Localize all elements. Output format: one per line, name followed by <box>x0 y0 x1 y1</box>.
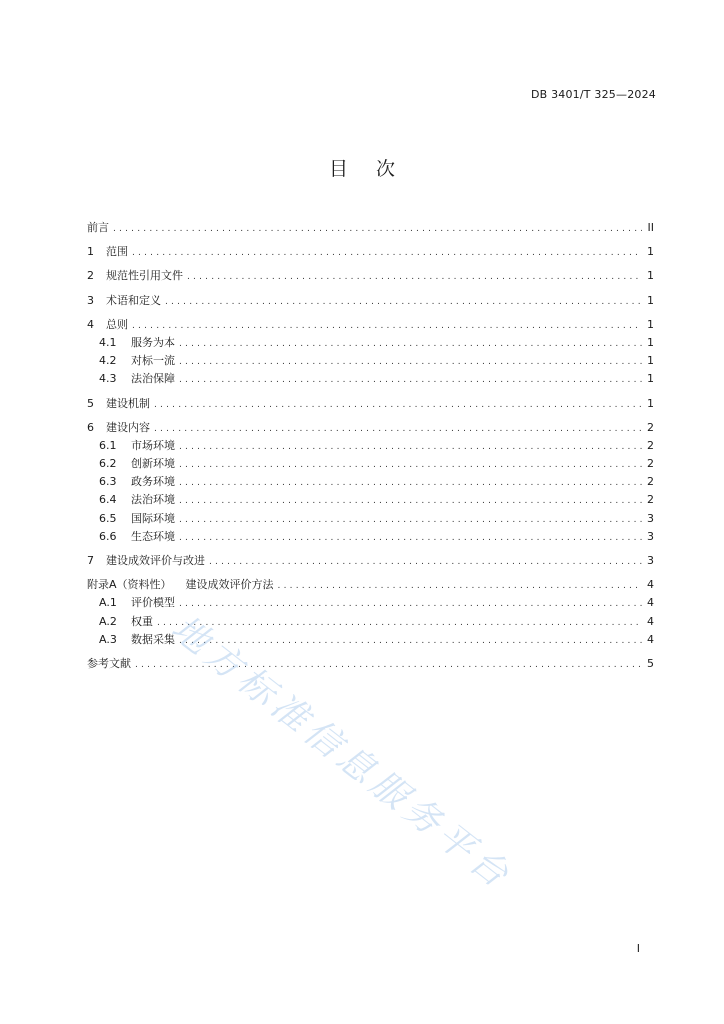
toc-page-number: 1 <box>647 372 654 386</box>
toc-page-number: 1 <box>647 354 654 368</box>
dot-leader <box>179 599 642 609</box>
dot-leader <box>187 272 642 282</box>
toc-entry-4-2[interactable] <box>87 352 654 370</box>
dot-leader <box>132 321 642 331</box>
dot-leader <box>179 515 642 525</box>
dot-leader <box>154 400 642 410</box>
toc-entry-6-4[interactable] <box>87 491 654 509</box>
toc-entry-text: 法治环境 <box>131 493 175 507</box>
page-number: I <box>636 942 640 955</box>
toc-page-number: II <box>647 221 654 234</box>
toc-page-number: 1 <box>647 293 654 307</box>
toc-entry-annex-a[interactable] <box>87 576 654 594</box>
toc-entry-references[interactable] <box>87 655 654 673</box>
toc-entry-a-1[interactable] <box>87 594 654 612</box>
toc-entry-text: 术语和定义 <box>106 293 161 307</box>
toc-page-number: 2 <box>647 420 654 434</box>
toc-entry-number: 6.3 <box>99 475 117 489</box>
toc-entry-text: 法治保障 <box>131 372 175 386</box>
toc-annex-label: 附录A（资料性） <box>87 578 172 592</box>
dot-leader <box>179 478 642 488</box>
dot-leader <box>179 375 642 385</box>
toc-entry-number: 4 <box>87 317 94 331</box>
toc-page-number: 2 <box>647 475 654 489</box>
toc-entry-text: 国际环境 <box>131 511 175 525</box>
toc-entry-4[interactable] <box>87 316 654 334</box>
toc-page-number: 1 <box>647 269 654 283</box>
dot-leader <box>154 424 642 434</box>
toc-entry-text: 服务为本 <box>131 335 175 349</box>
toc-entry-1[interactable] <box>87 243 654 261</box>
table-of-contents <box>87 219 654 673</box>
toc-entry-number: 6 <box>87 420 94 434</box>
dot-leader <box>179 496 642 506</box>
toc-page-number: 2 <box>647 457 654 471</box>
toc-entry-text: 总则 <box>106 317 128 331</box>
toc-entry-text: 市场环境 <box>131 438 175 452</box>
toc-entry-number: 6.1 <box>99 438 117 452</box>
toc-entry-6-5[interactable] <box>87 510 654 528</box>
toc-page-number: 2 <box>647 438 654 452</box>
toc-entry-text: 参考文献 <box>87 656 131 670</box>
toc-entry-number: 4.2 <box>99 354 117 368</box>
toc-entry-7[interactable] <box>87 552 654 570</box>
toc-page-number: 4 <box>647 632 654 646</box>
dot-leader <box>179 460 642 470</box>
toc-entry-number: 7 <box>87 554 94 567</box>
toc-page-number: 3 <box>647 511 654 525</box>
toc-entry-4-3[interactable] <box>87 370 654 388</box>
toc-entry-6-2[interactable] <box>87 455 654 473</box>
toc-entry-number: A.2 <box>99 614 117 628</box>
toc-page-number: 1 <box>647 335 654 349</box>
toc-entry-text: 规范性引用文件 <box>106 269 183 283</box>
toc-page-number: 1 <box>647 396 654 410</box>
toc-entry-6-6[interactable] <box>87 528 654 546</box>
dot-leader <box>113 224 642 234</box>
toc-entry-text: 前言 <box>87 221 109 234</box>
toc-page-number: 3 <box>647 529 654 543</box>
toc-entry-preface[interactable] <box>87 219 654 237</box>
dot-leader <box>165 297 642 307</box>
document-code: DB 3401/T 325—2024 <box>530 88 656 101</box>
toc-entry-number: 5 <box>87 396 94 410</box>
toc-entry-text: 范围 <box>106 245 128 259</box>
toc-page-number: 4 <box>647 596 654 610</box>
toc-entry-3[interactable] <box>87 292 654 310</box>
dot-leader <box>278 581 642 591</box>
toc-entry-text: 建设机制 <box>106 396 150 410</box>
toc-entry-text: 政务环境 <box>131 475 175 489</box>
toc-page-number: 3 <box>647 554 654 567</box>
toc-entry-text: 建设内容 <box>106 420 150 434</box>
toc-entry-text: 数据采集 <box>131 632 175 646</box>
toc-entry-number: 6.2 <box>99 457 117 471</box>
toc-entry-number: 4.1 <box>99 335 117 349</box>
dot-leader <box>179 442 642 452</box>
toc-page-number: 2 <box>647 493 654 507</box>
dot-leader <box>179 357 642 367</box>
dot-leader <box>179 339 642 349</box>
toc-entry-4-1[interactable] <box>87 334 654 352</box>
toc-page-number: 4 <box>647 614 654 628</box>
toc-entry-number: 6.5 <box>99 511 117 525</box>
dot-leader <box>157 618 642 628</box>
toc-entry-number: A.1 <box>99 596 117 610</box>
toc-page-number: 1 <box>647 245 654 259</box>
toc-entry-number: 1 <box>87 245 94 259</box>
toc-page-number: 4 <box>647 578 654 592</box>
dot-leader <box>179 533 642 543</box>
toc-entry-number: 6.6 <box>99 529 117 543</box>
toc-entry-text: 创新环境 <box>131 457 175 471</box>
toc-entry-text: 权重 <box>131 614 153 628</box>
toc-page-number: 5 <box>647 656 654 670</box>
toc-entry-text: 对标一流 <box>131 354 175 368</box>
toc-entry-text: 生态环境 <box>131 529 175 543</box>
toc-entry-text: 建设成效评价方法 <box>185 578 274 592</box>
dot-leader <box>209 557 642 567</box>
toc-entry-6[interactable] <box>87 419 654 437</box>
toc-entry-number: 2 <box>87 269 94 283</box>
toc-page-number: 1 <box>647 317 654 331</box>
page-title: 目次 <box>328 158 423 180</box>
toc-entry-number: 3 <box>87 293 94 307</box>
toc-entry-number: 4.3 <box>99 372 117 386</box>
toc-entry-text: 评价模型 <box>131 596 175 610</box>
toc-entry-number: A.3 <box>99 632 117 646</box>
toc-entry-2[interactable] <box>87 267 654 285</box>
toc-entry-text: 建设成效评价与改进 <box>106 554 205 567</box>
dot-leader <box>132 248 642 258</box>
toc-entry-number: 6.4 <box>99 493 117 507</box>
toc-entry-6-3[interactable] <box>87 473 654 491</box>
watermark: 地方标准信息服务平台 <box>163 607 520 899</box>
toc-entry-6-1[interactable] <box>87 437 654 455</box>
toc-entry-5[interactable] <box>87 395 654 413</box>
